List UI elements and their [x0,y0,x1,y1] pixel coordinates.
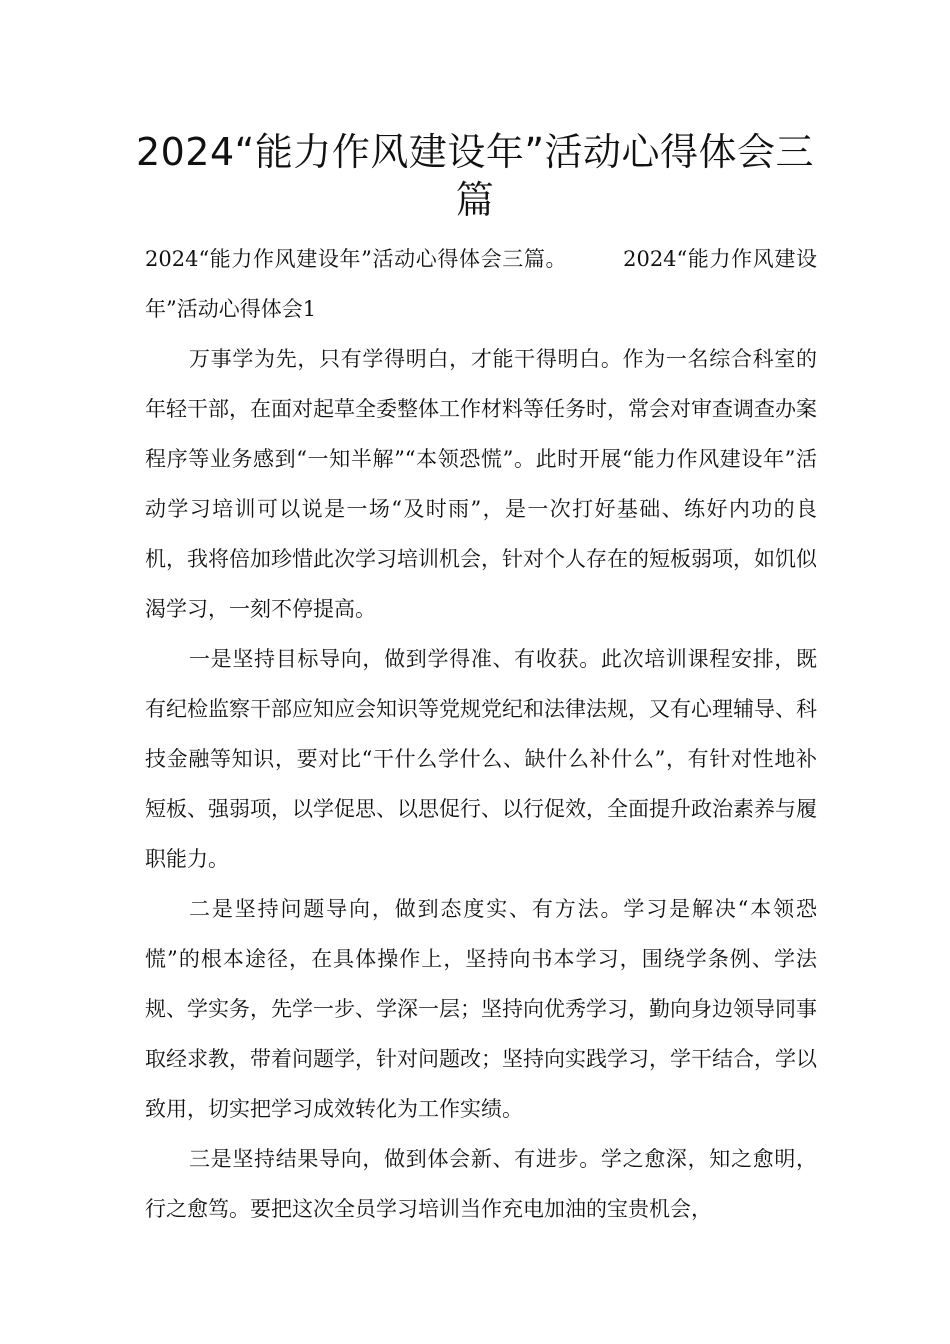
intro-paragraph [145,234,817,334]
intro-text-part1: 2024“能力作风建设年”活动心得体会三篇。 [145,247,568,271]
intro-text-part2: 2024“能力作风建设年”活动心得体会1 [145,247,817,321]
paragraph-4: 三是坚持结果导向，做到体会新、有进步。学之愈深，知之愈明，行之愈笃。要把这次全员学习培训当作充电加油的宝贵机会， [145,1147,817,1221]
document-title: 2024“能力作风建设年”活动心得体会三篇 [135,130,815,222]
paragraph-3: 二是坚持问题导向，做到态度实、有方法。学习是解决“本领恐慌”的根本途径，在具体操作上，坚持向书本学习，围绕学条例、学法规、学实务，先学一步、学深一层；坚持向优秀学习，勤向身边领导同事取经求教，带着问题学，针对问题改；坚持向实践学习，学干结合，学以致用，切实把学习成效转化为工作实绩。 [145,897,817,1121]
document-body [145,234,817,1234]
paragraph-2: 一是坚持目标导向，做到学得准、有收获。此次培训课程安排，既有纪检监察干部应知应会知识等党规党纪和法律法规，又有心理辅导、科技金融等知识，要对比“干什么学什么、缺什么补什么”，有针对性地补短板、强弱项，以学促思、以思促行、以行促效，全面提升政治素养与履职能力。 [145,647,817,871]
paragraph-1: 万事学为先，只有学得明白，才能干得明白。作为一名综合科室的年轻干部，在面对起草全委整体工作材料等任务时，常会对审查调查办案程序等业务感到“一知半解”“本领恐慌”。此时开展“能力作风建设年”活动学习培训可以说是一场“及时雨”，是一次打好基础、练好内功的良机，我将倍加珍惜此次学习培训机会，针对个人存在的短板弱项，如饥似渴学习，一刻不停提高。 [145,347,817,621]
